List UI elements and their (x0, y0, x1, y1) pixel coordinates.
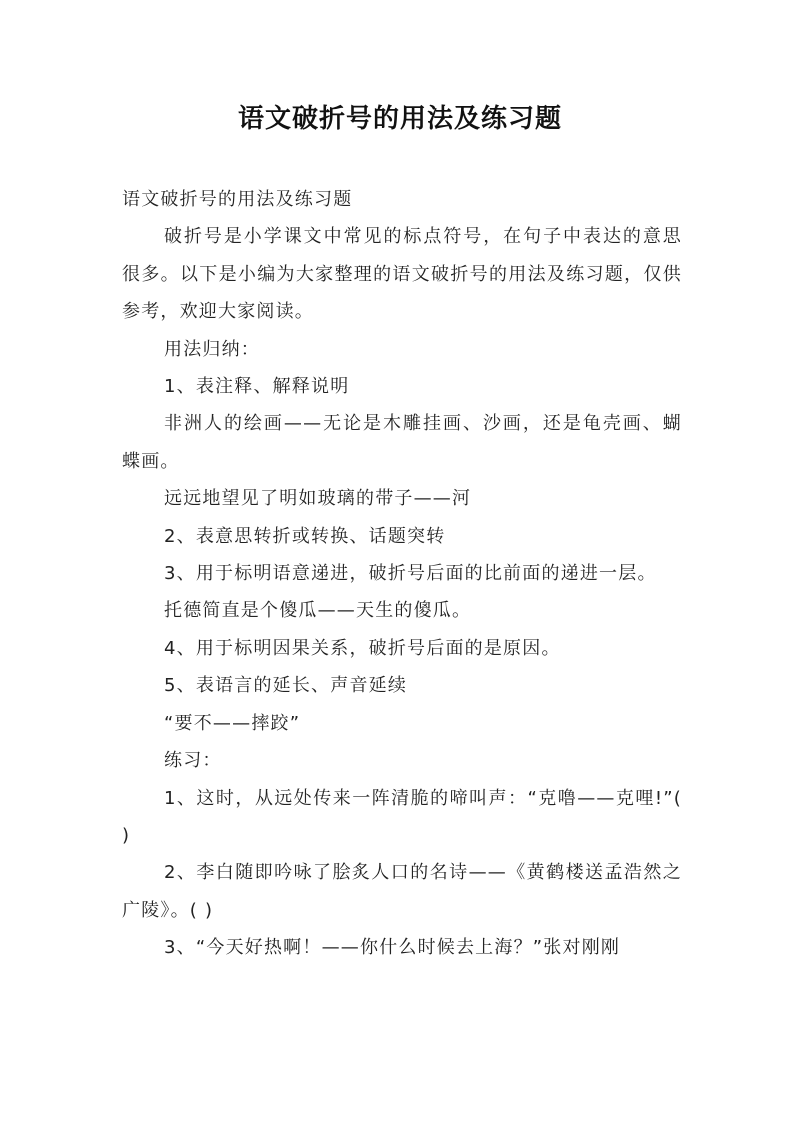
paragraph-usage-heading: 用法归纳： (164, 338, 260, 360)
paragraph-usage-5: 5、表语言的延长、声音延续 (164, 675, 408, 697)
document-body (122, 181, 682, 967)
paragraph-example-1a: 非洲人的绘画——无论是木雕挂画、沙画，还是龟壳画、蝴蝶画。 (122, 413, 682, 472)
paragraph-example-5: “要不——摔跤” (164, 712, 301, 734)
paragraph-exercise-1: 1、这时，从远处传来一阵清脆的啼叫声：“克噜——克哩!”( ) (122, 787, 682, 846)
paragraph-example-3: 托德简直是个傻瓜——天生的傻瓜。 (164, 600, 472, 622)
paragraph-subtitle: 语文破折号的用法及练习题 (122, 189, 353, 210)
paragraph-usage-2: 2、表意思转折或转换、话题突转 (164, 525, 446, 547)
paragraph-usage-3: 3、用于标明语意递进，破折号后面的比前面的递进一层。 (164, 563, 657, 585)
paragraph-usage-4: 4、用于标明因果关系，破折号后面的是原因。 (164, 637, 561, 659)
paragraph-exercise-2: 2、李白随即吟咏了脍炙人口的名诗——《黄鹤楼送孟浩然之广陵》。( ) (122, 862, 682, 921)
paragraph-example-1b: 远远地望见了明如玻璃的带子——河 (164, 488, 472, 510)
document-title: 语文破折号的用法及练习题 (237, 104, 562, 134)
paragraph-intro: 破折号是小学课文中常见的标点符号，在句子中表达的意思很多。以下是小编为大家整理的语文破折号的用法及练习题，仅供参考，欢迎大家阅读。 (122, 226, 682, 323)
paragraph-exercise-3: 3、“今天好热啊！——你什么时候去上海？”张对刚刚 (164, 937, 621, 959)
paragraph-exercise-heading: 练习： (164, 750, 222, 772)
paragraph-usage-1: 1、表注释、解释说明 (164, 376, 350, 398)
